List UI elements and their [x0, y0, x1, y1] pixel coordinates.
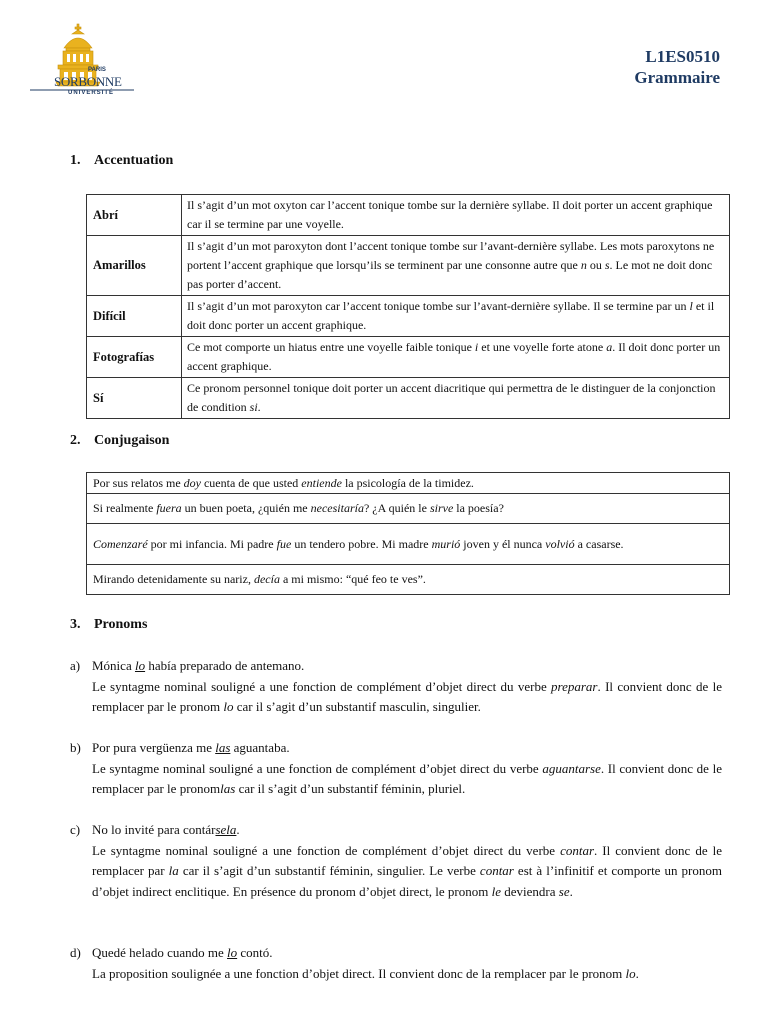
accent-explanation [182, 378, 730, 419]
italic-term: n [580, 258, 587, 272]
table-row [87, 565, 730, 595]
text-segment: . [635, 965, 639, 981]
text-segment: Si realmente [93, 501, 157, 515]
section-title-text: Pronoms [94, 617, 148, 632]
text-segment: por mi infancia. Mi padre [147, 536, 277, 551]
text-segment: ? ¿A quién le [363, 501, 430, 515]
table-row [87, 524, 730, 565]
italic-term: doy [183, 475, 201, 490]
text-segment: car il s’agit d’un substantif masculin, singulier. [233, 699, 481, 714]
exercise-explanation [92, 964, 722, 985]
conjugaison-sentence [87, 565, 730, 595]
table-row [87, 337, 730, 378]
course-header [634, 46, 720, 88]
course-code: L1ES0510 [645, 47, 720, 66]
text-segment: Por sus relatos me [93, 475, 184, 490]
italic-term: aguantarse [542, 760, 601, 776]
item-label: b) [70, 740, 81, 755]
italic-term: fue [276, 536, 292, 551]
text-segment: a casarse. [574, 536, 624, 551]
text-segment: Il s’agit d’un mot paroxyton car l’accent tonique tombe sur l’avant-dernière syllabe. Il se termine par un [187, 299, 690, 313]
italic-term: decía [253, 572, 280, 586]
text-segment: Ce mot comporte un hiatus entre une voyelle faible tonique [187, 340, 475, 354]
italic-term: se [558, 883, 570, 899]
accent-explanation [182, 296, 730, 337]
item-label: d) [70, 945, 81, 960]
text-segment: No lo invité para contár [92, 822, 216, 837]
underlined-pronoun: las [215, 740, 231, 755]
text-segment: Il s’agit d’un mot oxyton car l’accent tonique tombe sur la dernière syllabe. Il doit porter un accent graphique car il se termine par une voyelle. [187, 198, 713, 231]
italic-term: lo [625, 965, 636, 981]
text-segment: cuenta de que usted [200, 475, 302, 490]
exercise-sentence [92, 656, 722, 677]
text-segment: . [569, 883, 573, 899]
text-segment: La proposition soulignée a une fonction d’objet direct. Il convient donc de la remplacer par le pronom [92, 965, 626, 981]
text-segment: et il doit donc porter un accent graphique. [187, 299, 715, 332]
conjugaison-sentence [87, 494, 730, 524]
sorbonne-logo [28, 22, 136, 98]
text-segment: . Il convient donc de le remplacer par [92, 842, 722, 878]
text-segment: Ce pronom personnel tonique doit porter un accent diacritique qui permettra de le distinguer de la conjonction de condition [187, 381, 716, 414]
section-number: 1. [70, 153, 81, 168]
accent-word: Abrí [87, 195, 182, 236]
text-segment: deviendra [501, 883, 559, 899]
conjugaison-sentence [87, 524, 730, 565]
italic-term: necesitaría [310, 501, 364, 515]
italic-term: si [249, 400, 258, 414]
text-segment: contó. [237, 945, 273, 960]
italic-term: la [168, 863, 179, 878]
exercise-explanation [92, 677, 722, 718]
accent-word: Difícil [87, 296, 182, 337]
table-row [87, 296, 730, 337]
logo-text-paris: PARIS [88, 67, 106, 73]
section-title-text: Conjugaison [94, 433, 170, 448]
text-segment: . Il convient donc de le remplacer par le pronom [92, 760, 722, 796]
section-accentuation-title [70, 153, 173, 169]
italic-term: a [606, 340, 613, 354]
underlined-pronoun: sela [215, 822, 237, 837]
exercise-sentence [92, 820, 722, 841]
table-row [87, 473, 730, 494]
pronoun-exercise-d [70, 943, 722, 984]
text-segment: un buen poeta, ¿quién me [181, 501, 311, 515]
exercise-sentence [92, 738, 722, 759]
text-segment: a mi mismo: “qué feo te ves”. [279, 572, 426, 586]
section-pronoms-title [70, 617, 147, 633]
italic-term: Comenzaré [93, 536, 148, 551]
text-segment: est à l’infinitif et comporte un pronom d’objet indirect enclitique. En présence du pronom d’objet direct, le pronom [92, 863, 722, 899]
accent-explanation [182, 195, 730, 236]
text-segment: . Il doit donc porter un accent graphique. [187, 340, 721, 373]
accentuation-table [86, 194, 730, 419]
logo-text-sorbonne: SORBONNE [54, 74, 122, 89]
table-row [87, 494, 730, 524]
text-segment: joven y él nunca [460, 536, 546, 551]
text-segment: Le syntagme nominal souligné a une fonction de complément d’objet direct du verbe [92, 842, 561, 858]
item-label: c) [70, 822, 81, 837]
text-segment: había preparado de antemano. [145, 658, 305, 673]
accent-word: Sí [87, 378, 182, 419]
accent-explanation [182, 236, 730, 296]
text-segment: Quedé helado cuando me [92, 945, 228, 960]
conjugaison-table [86, 472, 730, 595]
italic-term: sirve [429, 501, 454, 515]
text-segment: . [236, 822, 240, 837]
pronoun-exercise-c [70, 820, 722, 902]
italic-term: murió [431, 536, 461, 551]
exercise-explanation [92, 759, 722, 800]
italic-term: las [220, 781, 236, 796]
text-segment: Le syntagme nominal souligné a une fonction de complément d’objet direct du verbe [92, 760, 543, 776]
text-segment: et une voyelle forte atone [478, 340, 607, 354]
text-segment: la poesía? [453, 501, 504, 515]
pronoun-exercise-a [70, 656, 722, 718]
italic-term: s [604, 258, 610, 272]
text-segment: aguantaba. [230, 740, 290, 755]
italic-term: i [474, 340, 479, 354]
italic-term: preparar [551, 678, 598, 694]
table-row [87, 236, 730, 296]
text-segment: . Le mot ne doit donc pas porter d’accent. [187, 258, 713, 291]
section-conjugaison-title [70, 433, 169, 449]
accent-word: Fotografías [87, 337, 182, 378]
underlined-pronoun: lo [227, 945, 238, 960]
italic-term: entiende [301, 475, 342, 490]
table-row [87, 195, 730, 236]
underlined-pronoun: lo [134, 658, 146, 673]
italic-term: contar [560, 842, 595, 858]
text-segment: . Il convient donc de le remplacer par le pronom [92, 678, 722, 714]
italic-term: le [491, 883, 502, 899]
section-title-text: Accentuation [94, 153, 174, 168]
text-segment: ou [586, 258, 605, 272]
logo-text-universite: UNIVERSITÉ [68, 90, 115, 96]
text-segment: Mónica [92, 658, 135, 673]
text-segment: Le syntagme nominal souligné a une fonction de complément d’objet direct du verbe [92, 678, 552, 694]
text-segment: car il s’agit d’un substantif féminin, pluriel. [235, 781, 466, 796]
text-segment: . [257, 400, 261, 414]
italic-term: contar [479, 863, 514, 878]
table-row [87, 378, 730, 419]
text-segment: Mirando detenidamente su nariz, [93, 572, 254, 586]
pronoun-exercise-b [70, 738, 722, 800]
accent-word: Amarillos [87, 236, 182, 296]
item-label: a) [70, 658, 81, 673]
conjugaison-sentence [87, 473, 730, 494]
italic-term: fuera [156, 501, 182, 515]
text-segment: un tendero pobre. Mi madre [291, 536, 432, 551]
text-segment: car il s’agit d’un substantif féminin, singulier. Le verbe [178, 863, 480, 878]
section-number: 2. [70, 433, 81, 448]
italic-term: lo [223, 699, 234, 714]
exercise-sentence [92, 943, 722, 964]
course-name: Grammaire [634, 68, 720, 87]
exercise-explanation [92, 841, 722, 903]
section-number: 3. [70, 617, 81, 632]
text-segment: la psicología de la timidez. [341, 475, 474, 490]
text-segment: Il s’agit d’un mot paroxyton dont l’accent tonique tombe sur l’avant-dernière syllabe. Les mots paroxytons ne portent l’accent graphique que lorsqu’ils se terminent par une consonne autre que [187, 239, 715, 272]
accent-explanation [182, 337, 730, 378]
text-segment: Por pura vergüenza me [92, 740, 216, 755]
italic-term: volvió [545, 536, 575, 551]
italic-term: l [689, 299, 693, 313]
